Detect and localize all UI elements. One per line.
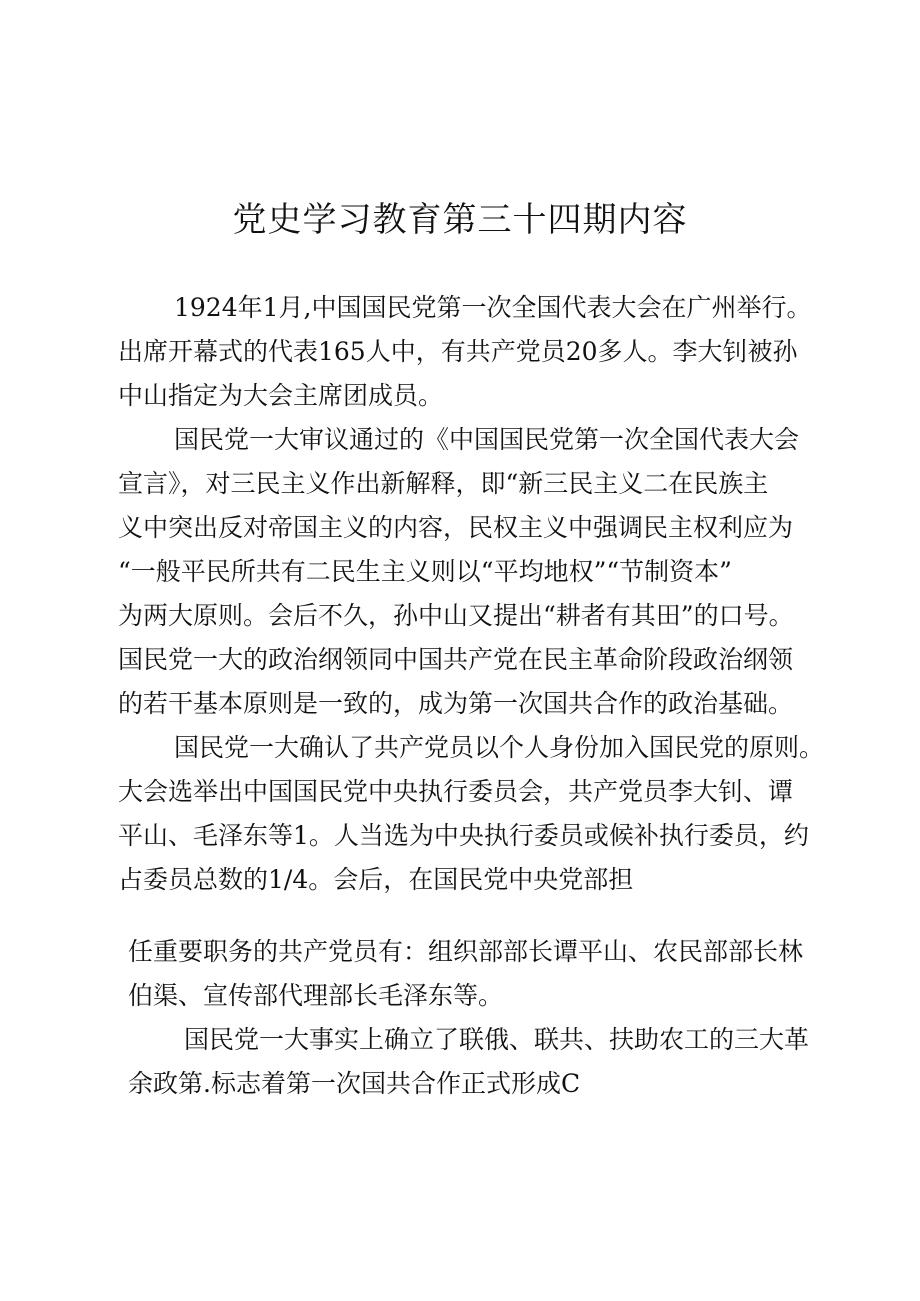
text-line: “一般平民所共有二民生主义则以“平均地权”“节制资本”	[118, 557, 732, 586]
text-line: 国民党一大事实上确立了联俄、联共、扶助农工的三大革	[184, 1025, 810, 1054]
text-line: 国民党一大审议通过的《中国国民党第一次全国代表大会	[174, 425, 800, 454]
text-line: 为两大原则。会后不久，孙中山又提出“耕者有其田”的口号。	[118, 601, 794, 630]
text-line: 伯渠、宣传部代理部长毛泽东等。	[128, 981, 504, 1010]
text-line: 国民党一大的政治纲领同中国共产党在民主革命阶段政治纲领	[118, 645, 794, 674]
text-line: 中山指定为大会主席团成员。	[118, 381, 444, 410]
text-line: 出席开幕式的代表165人中，有共产党员20多人。李大钊被孙	[118, 337, 798, 366]
text-line: 平山、毛泽东等1。人当选为中央执行委员或候补执行委员，约	[118, 821, 809, 850]
text-line: 任重要职务的共产党员有：组织部部长谭平山、农民部部长林	[128, 937, 804, 966]
text-line: 宣言》，对三民主义作出新解释，即“新三民主义二在民族主	[118, 469, 769, 498]
document-title: 党史学习教育第三十四期内容	[232, 200, 688, 240]
text-line: 义中突出反对帝国主义的内容，民权主义中强调民主权利应为	[118, 513, 794, 542]
body-text-block-2	[128, 930, 808, 1106]
text-line: 国民党一大确认了共产党员以个人身份加入国民党的原则。	[174, 733, 825, 762]
text-line: 占委员总数的1/4。会后，在国民党中央党部担	[118, 865, 634, 894]
body-text-block-1	[118, 286, 825, 902]
text-line: 的若干基本原则是一致的，成为第一次国共合作的政治基础。	[118, 689, 794, 718]
text-line: 大会选举出中国国民党中央执行委员会，共产党员李大钊、谭	[118, 777, 794, 806]
text-line: 1924年1月,中国国民党第一次全国代表大会在广州举行。	[174, 293, 812, 322]
text-line: 余政第.标志着第一次国共合作正式形成C	[128, 1069, 581, 1098]
